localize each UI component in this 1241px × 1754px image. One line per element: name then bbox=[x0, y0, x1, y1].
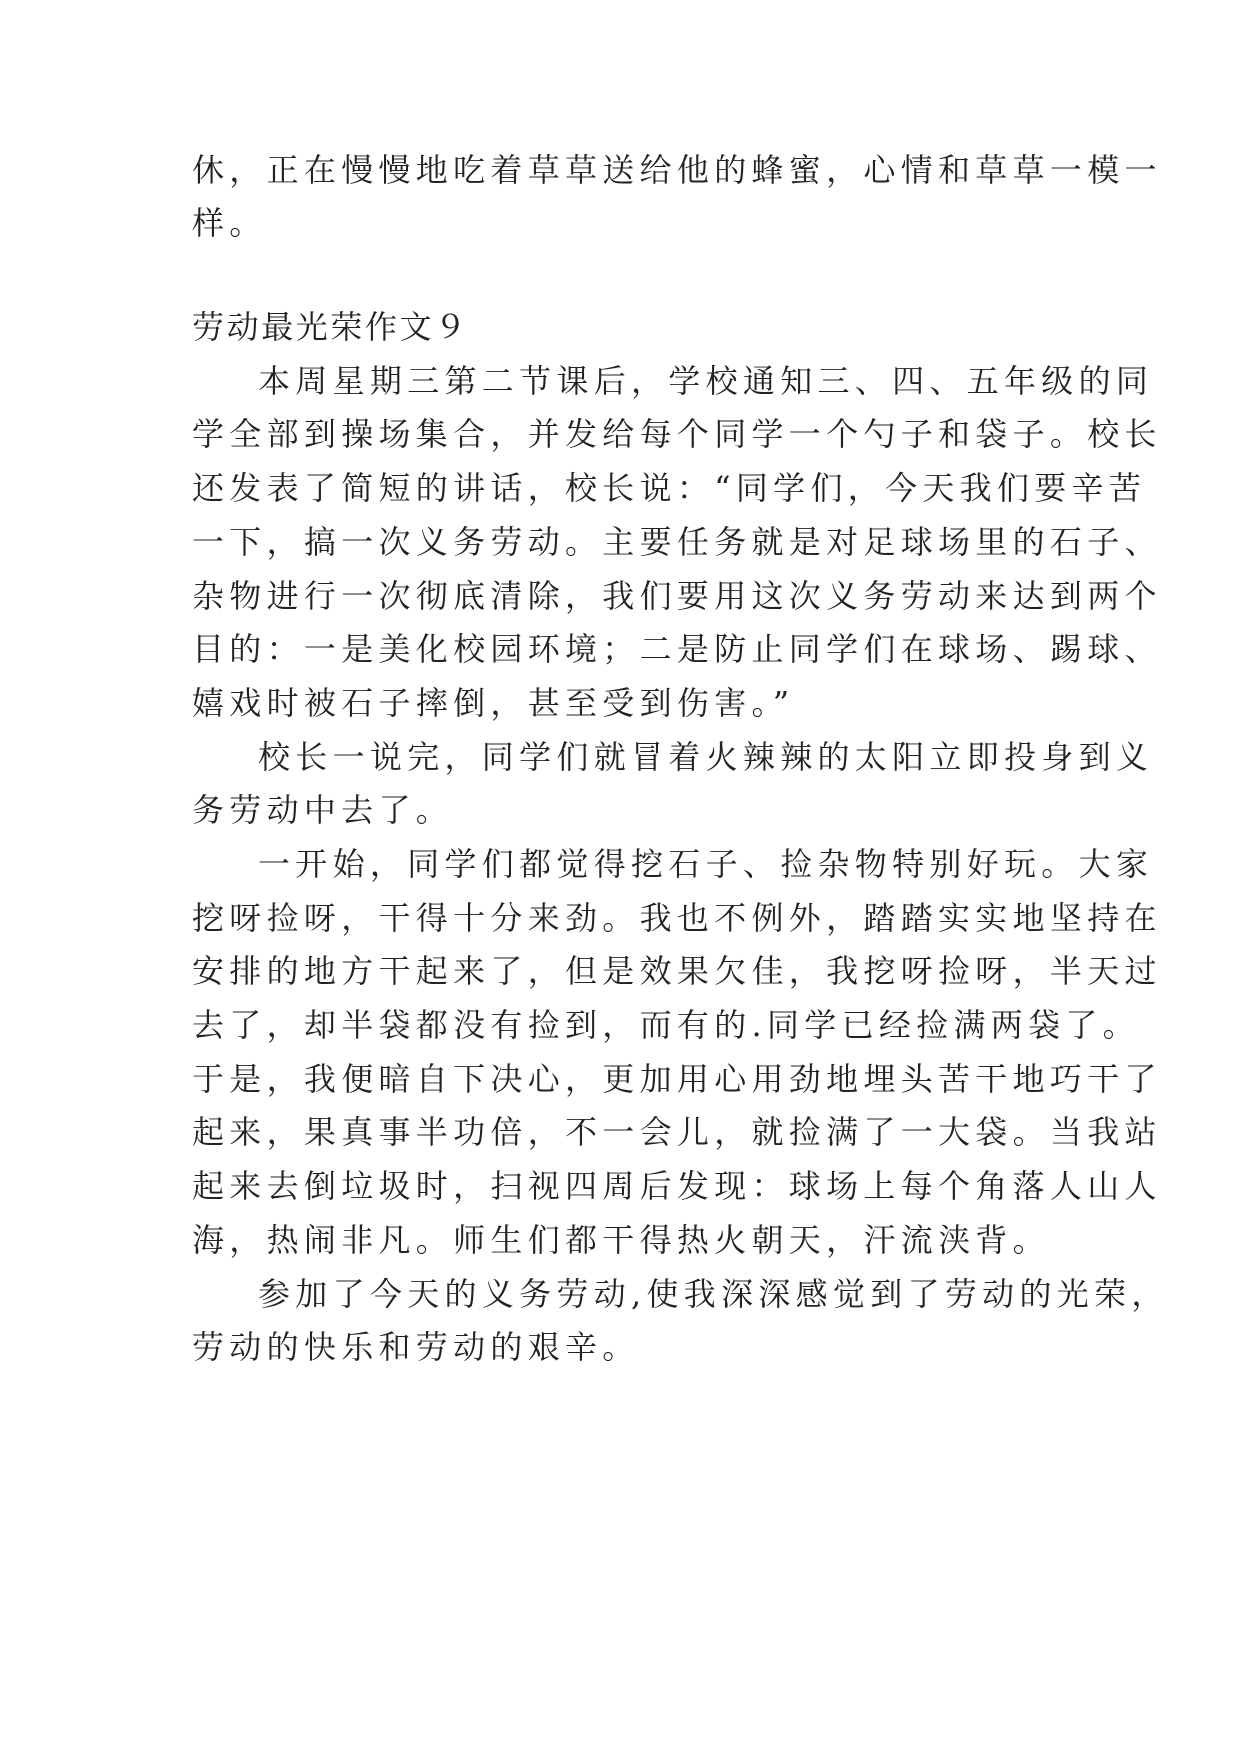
text-line: 嬉戏时被石子摔倒，甚至受到伤害。” bbox=[192, 684, 795, 722]
text-line: 海，热闹非凡。师生们都干得热火朝天，汗流浃背。 bbox=[192, 1221, 1050, 1259]
text-line: 目的：一是美化校园环境；二是防止同学们在球场、踢球、 bbox=[192, 630, 1162, 668]
text-line: 于是，我便暗自下决心，更加用心用劲地埋头苦干地巧干了 bbox=[192, 1060, 1162, 1098]
text-line: 参加了今天的义务劳动,使我深深感觉到了劳动的光荣， bbox=[258, 1275, 1169, 1313]
text-line: 校长一说完，同学们就冒着火辣辣的太阳立即投身到义 bbox=[258, 738, 1154, 776]
text-line: 还发表了简短的讲话，校长说：“同学们，今天我们要辛苦 bbox=[192, 469, 1147, 507]
text-line: 起来，果真事半功倍，不一会儿，就捡满了一大袋。当我站 bbox=[192, 1113, 1162, 1151]
essay-heading: 劳动最光荣作文９ bbox=[192, 308, 469, 346]
text-line: 去了，却半袋都没有捡到，而有的.同学已经捡满两袋了。 bbox=[192, 1006, 1140, 1044]
text-line: 学全部到操场集合，并发给每个同学一个勺子和袋子。校长 bbox=[192, 415, 1162, 453]
text-line: 样。 bbox=[192, 204, 267, 242]
text-line: 挖呀捡呀，干得十分来劲。我也不例外，踏踏实实地坚持在 bbox=[192, 899, 1162, 937]
text-line: 休，正在慢慢地吃着草草送给他的蜂蜜，心情和草草一模一 bbox=[192, 151, 1162, 189]
text-line: 起来去倒垃圾时，扫视四周后发现：球场上每个角落人山人 bbox=[192, 1167, 1162, 1205]
text-line: 本周星期三第二节课后，学校通知三、四、五年级的同 bbox=[258, 362, 1154, 400]
text-line: 杂物进行一次彻底清除，我们要用这次义务劳动来达到两个 bbox=[192, 577, 1162, 615]
text-line: 劳动的快乐和劳动的艰辛。 bbox=[192, 1328, 640, 1366]
text-line: 一开始，同学们都觉得挖石子、捡杂物特别好玩。大家 bbox=[258, 845, 1154, 883]
text-line: 安排的地方干起来了，但是效果欠佳，我挖呀捡呀，半天过 bbox=[192, 952, 1162, 990]
text-line: 一下，搞一次义务劳动。主要任务就是对足球场里的石子、 bbox=[192, 523, 1162, 561]
text-line: 务劳动中去了。 bbox=[192, 791, 454, 829]
